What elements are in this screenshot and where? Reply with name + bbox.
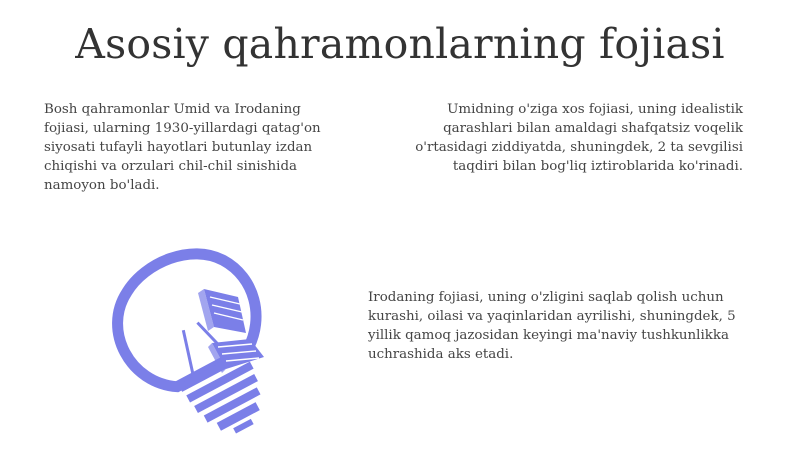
lightbulb-book-icon [96,247,316,447]
paragraph-umid: Umidning o'ziga xos fojiasi, uning idealistik qarashlari bilan amaldagi shafqatsiz voqelik o'rtasidagi ziddiyatda, shuningdek, 2 ta sevgilisi taqdiri bilan bog'liq iztiroblarida ko'rinadi. [415,102,743,174]
paragraph-iroda: Irodaning fojiasi, uning o'zligini saqlab qolish uchun kurashi, oilasi va yaqinlaridan ayrilishi, shuningdek, 5 yillik qamoq jazosidan keyingi ma'naviy tushkunlikka uchrashida aks etadi. [368,290,736,362]
slide-title: Asosiy qahramonlarning fojiasi [75,20,725,68]
paragraph-main-heroes: Bosh qahramonlar Umid va Irodaning fojiasi, ularning 1930-yillardagi qatag'on siyosati tufayli hayotlari butunlay izdan chiqishi va orzulari chil-chil sinishida namoyon bo'ladi. [44,102,321,193]
